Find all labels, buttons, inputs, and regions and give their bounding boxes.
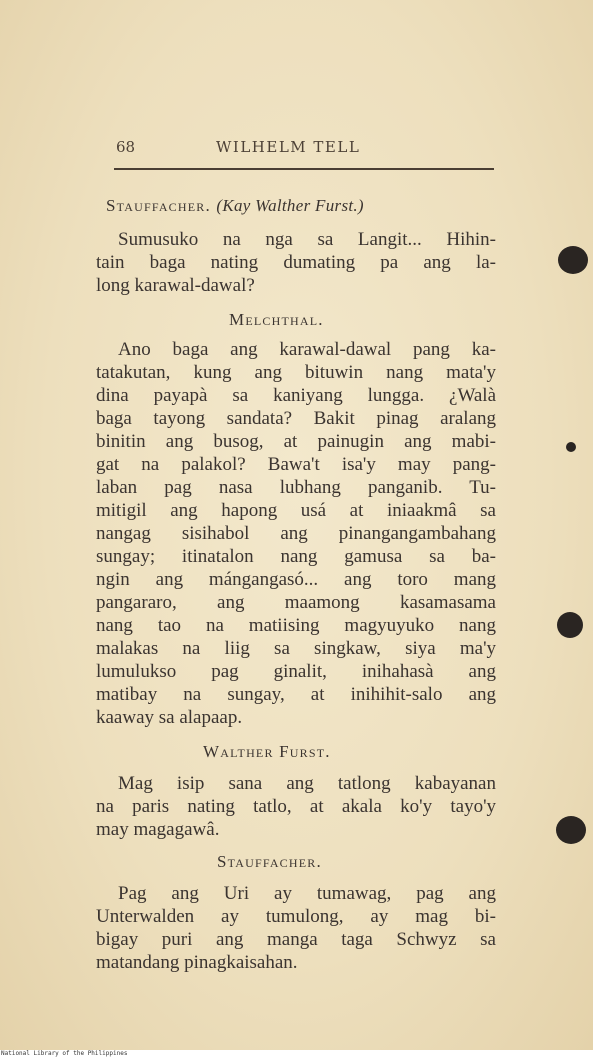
text-line: malakas na liig sa singkaw, siya ma'y	[96, 638, 496, 659]
stage-direction: (Kay Walther Furst.)	[216, 196, 364, 215]
text-line: long karawal-dawal?	[96, 275, 255, 296]
text-line: Pag ang Uri ay tumawag, pag ang	[118, 883, 496, 904]
text-line: binitin ang busog, at painugin ang mabi-	[96, 431, 496, 452]
text-line: na paris nating tatlo, at akala ko'y tayo'y	[96, 796, 496, 817]
running-header	[116, 138, 496, 160]
footer-credit: National Library of the Philippines	[1, 1050, 128, 1057]
text-line: baga tayong sandata? Bakit pinag aralang	[96, 408, 496, 429]
text-line: matandang pinagkaisahan.	[96, 952, 298, 973]
speech-paragraph-1	[96, 228, 496, 297]
text-line: lumulukso pag ginalit, inihahasà ang	[96, 661, 496, 682]
text-line: ngin ang mángangasó... ang toro mang	[96, 569, 496, 590]
text-line: gat na palakol? Bawa't isa'y may pang-	[96, 454, 496, 475]
text-line: may magagawâ.	[96, 819, 220, 840]
speaker-name: Melchthal.	[229, 310, 324, 329]
speech-paragraph-4	[96, 882, 496, 974]
speaker-name: Walther Furst.	[203, 742, 331, 761]
text-line: Ano baga ang karawal-dawal pang ka-	[118, 339, 496, 360]
text-line: sungay; itinatalon nang gamusa sa ba-	[96, 546, 496, 567]
text-line: matibay na sungay, at inihihit-salo ang	[96, 684, 496, 705]
text-line: laban pag nasa lubhang panganib. Tu-	[96, 477, 496, 498]
binding-hole	[566, 442, 576, 452]
binding-hole	[557, 612, 583, 638]
speaker-walther-furst	[203, 742, 331, 762]
book-title: WILHELM TELL	[216, 138, 361, 156]
speaker-melchthal	[229, 310, 324, 330]
page-number: 68	[116, 138, 136, 156]
text-line: nang tao na matiising magyuyuko nang	[96, 615, 496, 636]
binding-hole	[556, 816, 586, 844]
text-line: nangag sisihabol ang pinangangambahang	[96, 523, 496, 544]
binding-hole	[558, 246, 588, 274]
footer-credit-bar	[0, 1050, 593, 1058]
speaker-stauffacher-1	[106, 196, 364, 216]
speaker-name: Stauffacher.	[217, 852, 322, 871]
text-line: Sumusuko na nga sa Langit... Hihin-	[118, 229, 496, 250]
speaker-stauffacher-2	[217, 852, 322, 872]
header-rule	[114, 168, 494, 170]
speech-paragraph-2	[96, 338, 496, 729]
speech-paragraph-3	[96, 772, 496, 841]
text-line: Unterwalden ay tumulong, ay mag bi-	[96, 906, 496, 927]
text-line: kaaway sa alapaap.	[96, 707, 243, 728]
text-line: bigay puri ang manga taga Schwyz sa	[96, 929, 496, 950]
speaker-name: Stauffacher.	[106, 196, 211, 215]
text-line: tain baga nating dumating pa ang la-	[96, 252, 496, 273]
text-line: mitigil ang hapong usá at iniaakmâ sa	[96, 500, 496, 521]
text-line: pangararo, ang maamong kasamasama	[96, 592, 496, 613]
text-line: Mag isip sana ang tatlong kabayanan	[118, 773, 496, 794]
text-line: dina payapà sa kaniyang lungga. ¿Walà	[96, 385, 496, 406]
text-line: tatakutan, kung ang bituwin nang mata'y	[96, 362, 496, 383]
